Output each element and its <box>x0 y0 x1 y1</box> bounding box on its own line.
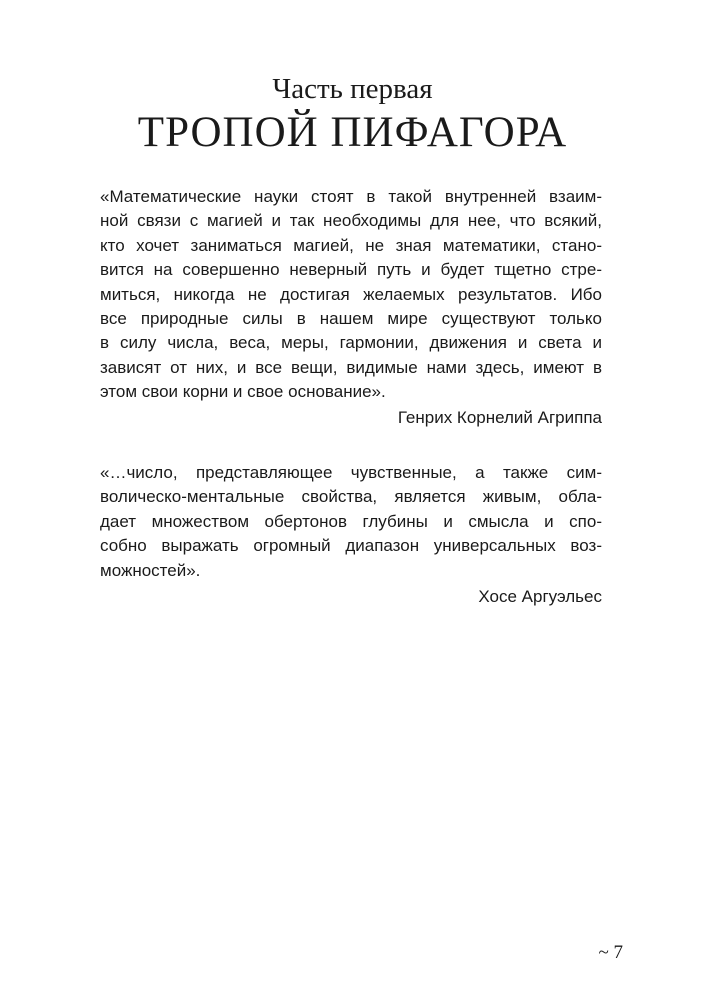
quote-line: миться, никогда не достигая желаемых результатов. Ибо <box>100 284 602 304</box>
quote-line: этом свои корни и свое основание». <box>100 382 386 402</box>
quote-line: зависят от них, и все вещи, видимые нами здесь, имеют в <box>100 357 602 377</box>
quote-line: вится на совершенно неверный путь и будет тщетно стре- <box>100 260 602 280</box>
epigraph-quote-1 <box>100 185 602 405</box>
page-number: ~ 7 <box>598 942 623 963</box>
quote-line: волическо-ментальные свойства, является живым, обла- <box>100 487 602 507</box>
epigraph-quote-2 <box>100 461 602 583</box>
epigraph-author-2: Хосе Аргуэльес <box>478 587 602 606</box>
quote-line: можностей». <box>100 560 201 580</box>
quote-line: кто хочет заниматься магией, не зная математики, стано- <box>100 235 602 255</box>
quote-line: «…число, представляющее чувственные, а также сим- <box>100 463 602 482</box>
epigraph-author-1: Генрих Корнелий Агриппа <box>397 408 602 427</box>
part-label: Часть первая <box>272 73 433 105</box>
quote-line: собно выражать огромный диапазон универсальных воз- <box>100 536 602 556</box>
part-title: ТРОПОЙ ПИФАГОРА <box>137 109 568 156</box>
quote-line: все природные силы в нашем мире существуют только <box>100 308 602 328</box>
quote-line: дает множеством обертонов глубины и смысла и спо- <box>100 511 602 531</box>
quote-line: в силу числа, веса, меры, гармонии, движения и света и <box>100 333 602 353</box>
quote-line: «Математические науки стоят в такой внутренней взаим- <box>100 187 602 206</box>
quote-line: ной связи с магией и так необходимы для нее, что всякий, <box>100 211 602 231</box>
